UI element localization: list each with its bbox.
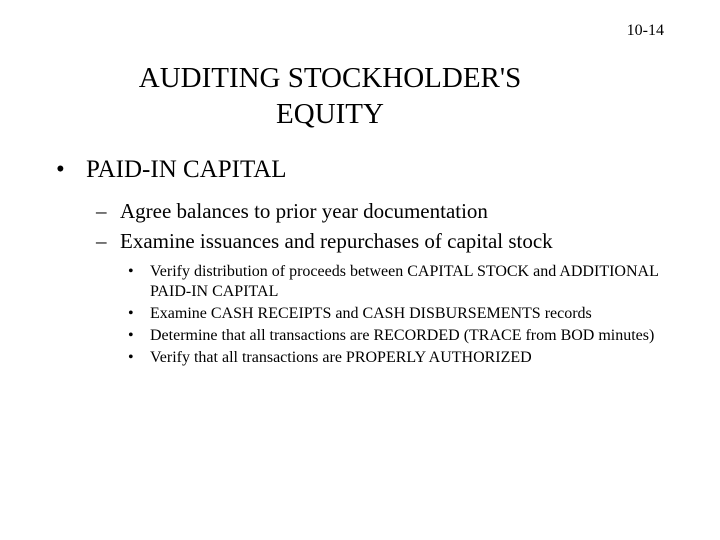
detail-bullet-item <box>128 326 668 346</box>
bullet-marker: • <box>128 349 134 366</box>
slide-number: 10-14 <box>626 22 664 39</box>
detail-bullet-text: Determine that all transactions are RECORDED (TRACE from BOD minutes) <box>150 327 655 344</box>
main-bullet-text: PAID-IN CAPITAL <box>86 156 287 183</box>
detail-bullet-text: Verify distribution of proceeds between CAPITAL STOCK and ADDITIONAL PAID-IN CAPITAL <box>150 263 659 300</box>
dash-marker: – <box>96 199 107 223</box>
main-bullet <box>56 154 287 186</box>
bullet-marker: • <box>128 327 134 344</box>
detail-bullet-item <box>128 304 668 324</box>
bullet-marker: • <box>128 263 134 280</box>
sub-bullet-item <box>96 226 553 256</box>
bullet-marker: • <box>56 156 65 183</box>
detail-bullet-list <box>128 262 668 370</box>
sub-bullet-text: Agree balances to prior year documentation <box>120 199 488 223</box>
sub-bullet-item <box>96 196 553 226</box>
detail-bullet-text: Examine CASH RECEIPTS and CASH DISBURSEMENTS records <box>150 305 592 322</box>
slide-title <box>60 60 600 132</box>
bullet-marker: • <box>128 305 134 322</box>
sub-bullet-text: Examine issuances and repurchases of capital stock <box>120 229 553 253</box>
slide-title-line-2: EQUITY <box>276 98 384 130</box>
detail-bullet-text: Verify that all transactions are PROPERLY AUTHORIZED <box>150 349 532 366</box>
detail-bullet-item <box>128 348 668 368</box>
sub-bullet-list <box>96 196 553 256</box>
dash-marker: – <box>96 229 107 253</box>
detail-bullet-item <box>128 262 668 302</box>
slide-title-line-1: AUDITING STOCKHOLDER'S <box>138 62 522 94</box>
